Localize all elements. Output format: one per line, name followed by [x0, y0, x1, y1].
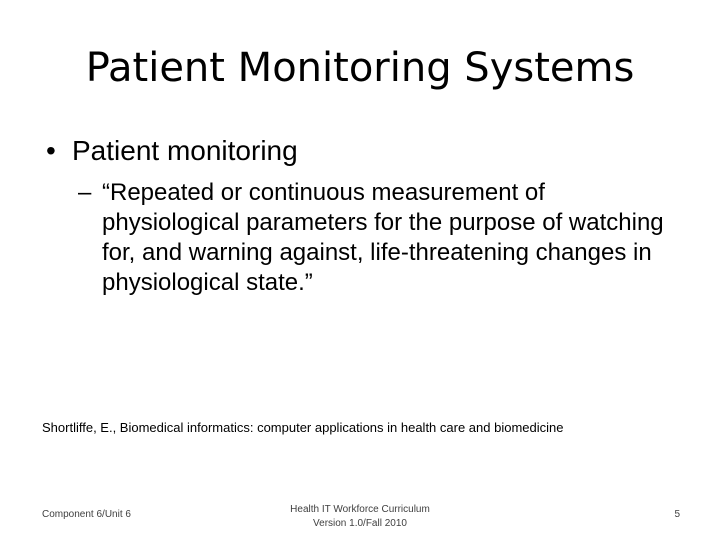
footer-curriculum-line1: Health IT Workforce Curriculum [290, 504, 430, 515]
footer-curriculum [260, 503, 460, 531]
citation: Shortliffe, E., Biomedical informatics: computer applications in health care and biomedicine [42, 420, 564, 435]
bullet-glyph: • [46, 135, 56, 166]
footer-curriculum-line2: Version 1.0/Fall 2010 [313, 518, 407, 529]
bullet-text: Patient monitoring [72, 135, 298, 166]
sub-bullet-item [78, 178, 668, 298]
slide-title: Patient Monitoring Systems [85, 45, 635, 91]
sub-bullet-text: “Repeated or continuous measurement of physiological parameters for the purpose of watching for, and warning against, life-threatening changes in physiological state.” [102, 179, 664, 296]
page-number: 5 [674, 509, 680, 520]
footer-component-label: Component 6/Unit 6 [42, 509, 131, 520]
bullet-item [46, 134, 298, 168]
dash-glyph: – [78, 179, 92, 206]
